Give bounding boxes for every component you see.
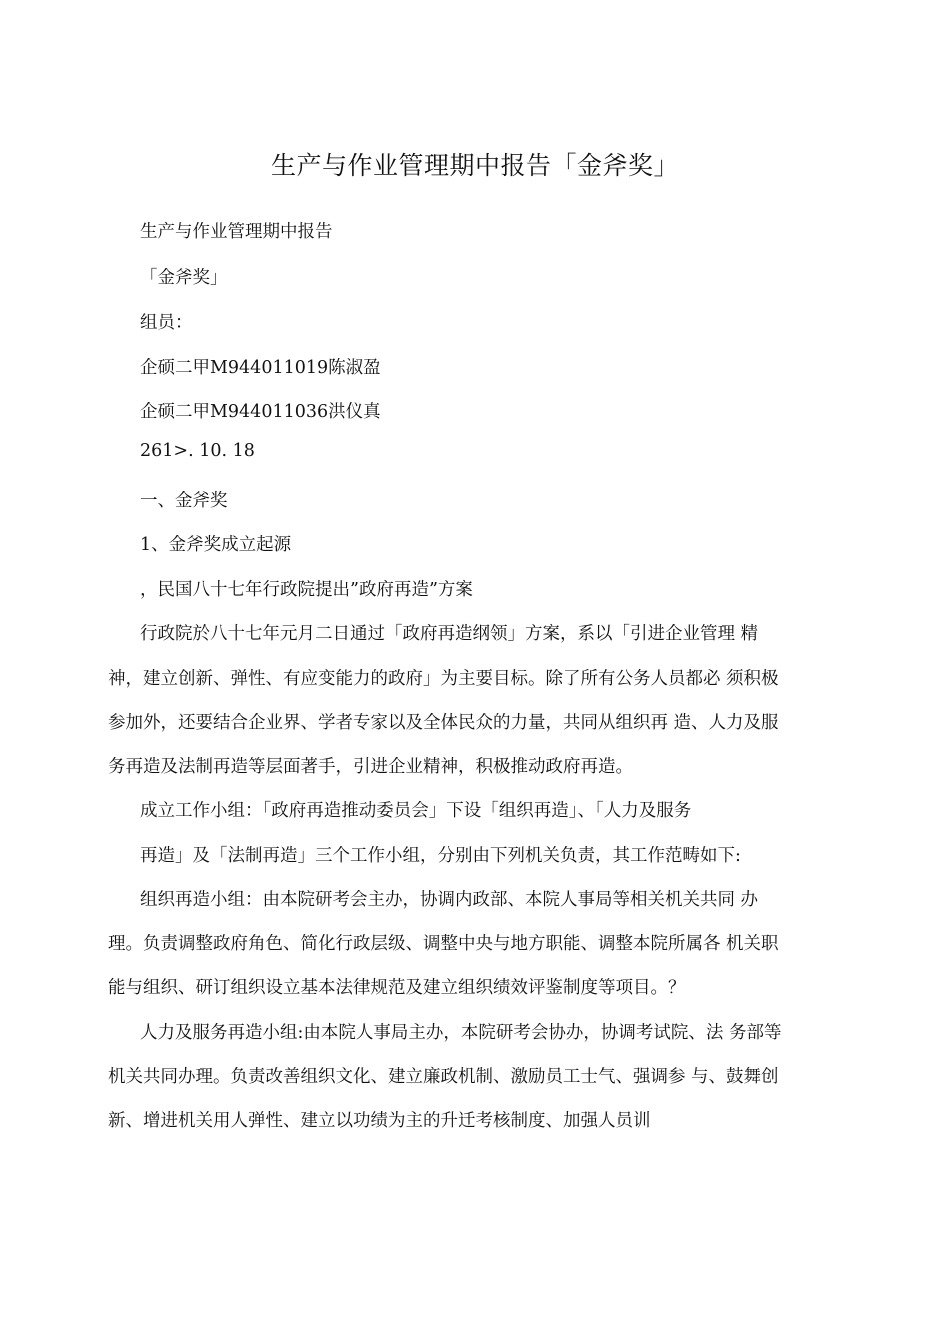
section-heading-1: 一、金斧奖	[140, 491, 228, 511]
paragraph-2-row-1: 组织再造小组：由本院研考会主办，协调内政部、本院人事局等相关机关共同 办	[140, 890, 759, 910]
paragraph-1-row-4: 务再造及法制再造等层面著手，引进企业精神，积极推动政府再造。	[108, 757, 633, 777]
paragraph-2-row-3: 能与组织、研订组织设立基本法律规范及建立组织绩效评鉴制度等项目。？	[108, 978, 686, 998]
paragraph-1-row-1: 行政院於八十七年元月二日通过「政府再造纲领」方案，系以「引进企业管理 精	[140, 624, 759, 644]
paragraph-3-row-2: 机关共同办理。负责改善组织文化、建立廉政机制、激励员工士气、强调参 与、鼓舞创	[108, 1067, 779, 1087]
paragraph-2-row-2: 理。负责调整政府角色、简化行政层级、调整中央与地方职能、调整本院所属各 机关职	[108, 934, 779, 954]
document-title: 生产与作业管理期中报告「金斧奖」	[270, 151, 679, 180]
work-group-line: 成立工作小组：「政府再造推动委员会」下设「组织再造」、「人力及服务	[140, 801, 692, 821]
members-label: 组员：	[140, 313, 193, 333]
subsection-heading-1-1: 1、金斧奖成立起源	[140, 535, 292, 555]
subtitle-line: 生产与作业管理期中报告	[140, 222, 333, 242]
member-2: 企硕二甲M944011036洪仪真	[140, 402, 381, 422]
member-1: 企硕二甲M944011019陈淑盈	[140, 358, 381, 378]
three-groups-line: 再造」及「法制再造」三个工作小组，分别由下列机关负责，其工作范畴如下:	[140, 846, 741, 866]
award-name-line: 「金斧奖」	[140, 268, 228, 288]
paragraph-3-row-1: 人力及服务再造小组:由本院人事局主办，本院研考会协办，协调考试院、法 务部等	[140, 1023, 782, 1043]
paragraph-3-row-3: 新、增进机关用人弹性、建立以功绩为主的升迁考核制度、加强人员训	[108, 1111, 651, 1131]
paragraph-1-row-2: 神，建立创新、弹性、有应变能力的政府」为主要目标。除了所有公务人员都必 须积极	[108, 669, 779, 689]
paragraph-1-row-3: 参加外，还要结合企业界、学者专家以及全体民众的力量，共同从组织再 造、人力及服	[108, 713, 779, 733]
report-date: 261>. 10. 18	[140, 441, 255, 461]
origin-line: ，民国八十七年行政院提出”政府再造”方案	[140, 580, 473, 600]
